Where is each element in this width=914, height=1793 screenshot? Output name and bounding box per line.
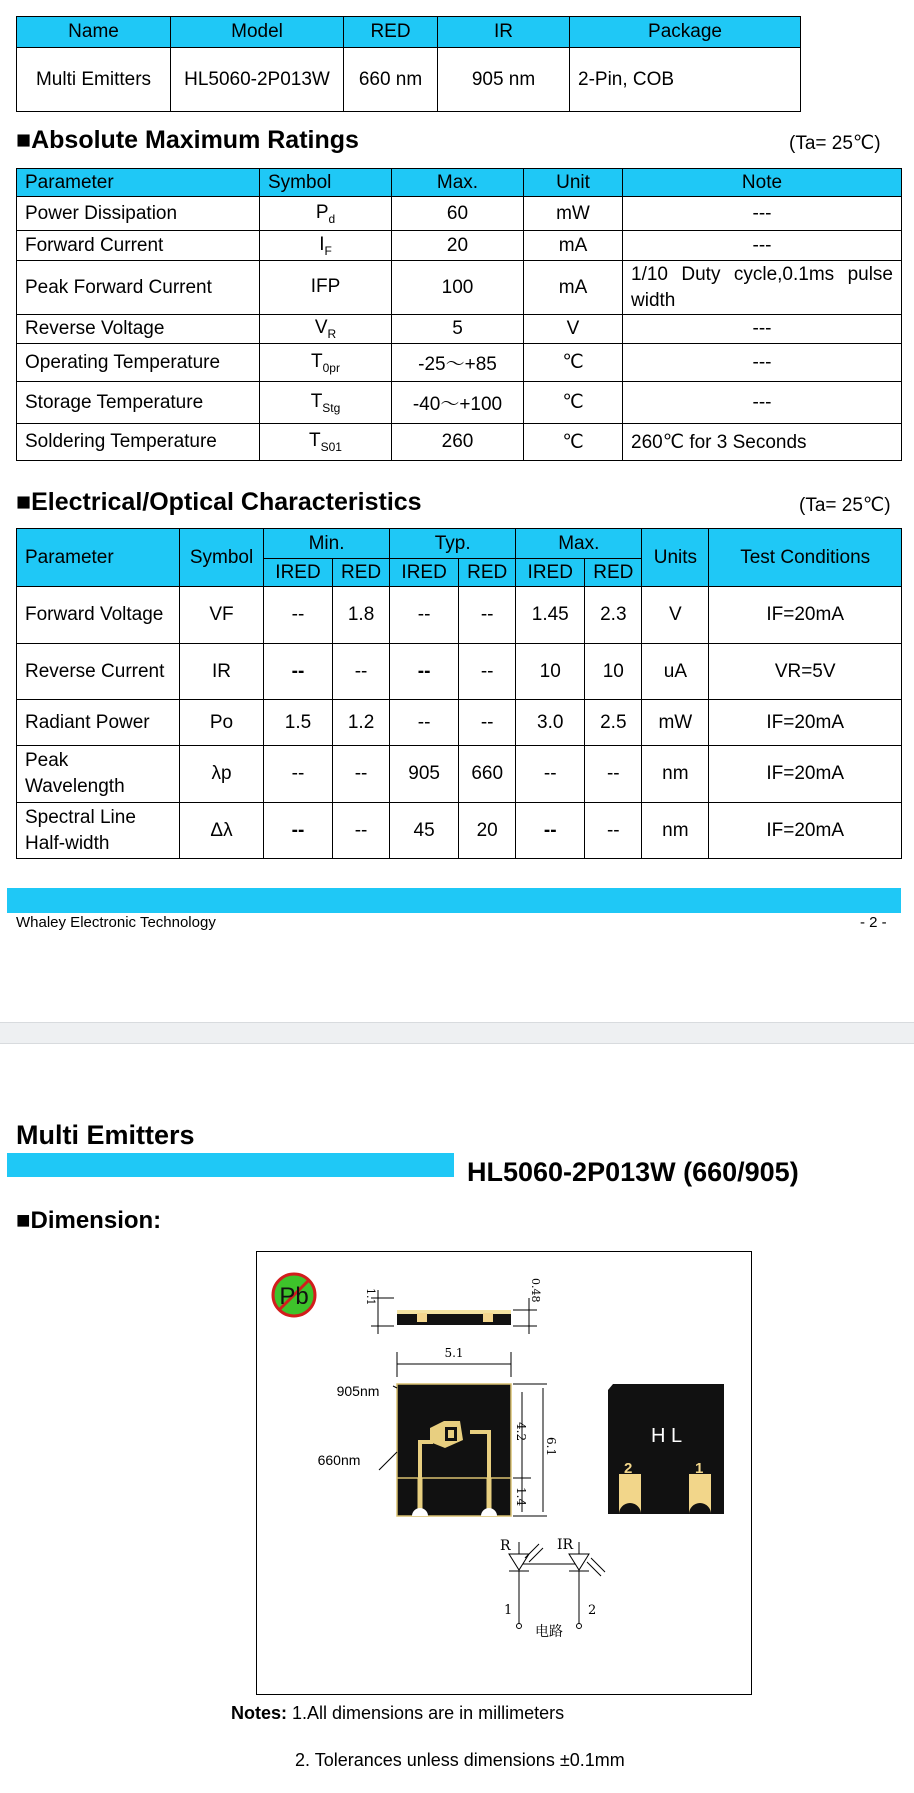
amr-param: Storage Temperature [17,382,260,424]
electrical-optical-table [16,528,902,859]
amr-max: 100 [392,261,524,315]
top-view [318,1346,558,1516]
model-title: HL5060-2P013W (660/905) [467,1157,799,1187]
amr-unit: mA [524,261,623,315]
eoc-value: 1.5 [264,700,333,746]
amr-param: Forward Current [17,231,260,261]
eoc-unit: V [642,587,709,644]
eoc-value: -- [264,644,333,700]
eoc-th-min: Min. [264,529,390,559]
amr-max: 5 [392,315,524,344]
amr-max: -25～+85 [392,344,524,382]
circuit-caption: 电路 [535,1624,563,1640]
eoc-title: ■Electrical/Optical Characteristics [16,488,422,516]
eoc-param: Forward Voltage [17,587,180,644]
table-row [17,644,902,700]
dim-5-1: 5.1 [444,1346,464,1360]
eoc-value: 20 [459,803,516,859]
th-name: Name [17,17,171,48]
amr-note: --- [623,315,902,344]
eoc-unit: nm [642,746,709,803]
eoc-th-typ-red: RED [459,559,516,587]
cell-model: HL5060-2P013W [171,48,344,112]
eoc-th-max-ired: IRED [516,559,585,587]
model-summary-table [16,16,801,112]
table-row [17,700,902,746]
dimension-figure [256,1251,752,1695]
eoc-th-typ-ired: IRED [390,559,459,587]
table-row [17,344,902,382]
amr-unit: V [524,315,623,344]
eoc-value: -- [390,587,459,644]
pb-label: Pb [279,1283,309,1310]
absolute-max-ratings-table [16,168,902,461]
amr-note: --- [623,382,902,424]
eoc-value: 1.2 [333,700,390,746]
amr-param: Reverse Voltage [17,315,260,344]
amr-symbol: $T_{Stg}$ [260,382,392,424]
table-row [17,803,902,859]
eoc-value: -- [333,644,390,700]
amr-symbol: $P_d$ [260,197,392,231]
dim-4-2: 4.2 [514,1422,528,1442]
eoc-th-typ: Typ. [390,529,516,559]
eoc-symbol: Po [180,700,264,746]
amr-th-note: Note [623,169,902,197]
side-view [364,1278,542,1334]
table-row [17,382,902,424]
eoc-th-min-red: RED [333,559,390,587]
notes-label: Notes: [231,1703,288,1723]
eoc-value: -- [390,700,459,746]
eoc-param: Radiant Power [17,700,180,746]
eoc-value: 3.0 [516,700,585,746]
amr-th-max: Max. [392,169,524,197]
amr-unit: ℃ [524,344,623,382]
eoc-symbol: VF [180,587,264,644]
eoc-th-parameter: Parameter [17,529,180,587]
eoc-symbol: IR [180,644,264,700]
th-package: Package [570,17,801,48]
eoc-value: -- [516,803,585,859]
eoc-th-min-ired: IRED [264,559,333,587]
dim-1-1: 1.1 [364,1288,377,1306]
eoc-param: Reverse Current [17,644,180,700]
table-row [17,261,902,315]
eoc-value: -- [264,746,333,803]
amr-note: 260℃ for 3 Seconds [623,424,902,461]
pin-2-label: 2 [624,1460,633,1477]
eoc-th-max-red: RED [585,559,642,587]
notes-line-1 [231,1703,564,1724]
amr-note: --- [623,344,902,382]
eoc-value: -- [333,746,390,803]
label-660nm: 660nm [317,1452,361,1468]
table-row [17,231,902,261]
eoc-value: 2.5 [585,700,642,746]
table-row [17,587,902,644]
amr-ta: (Ta= 25℃) [789,133,881,154]
eoc-value: -- [333,803,390,859]
cell-ir: 905 nm [438,48,570,112]
eoc-param: Spectral Line Half-width [17,803,180,859]
eoc-value: -- [516,746,585,803]
dim-6-1: 6.1 [544,1437,558,1457]
eoc-value: -- [459,644,516,700]
eoc-value: 1.8 [333,587,390,644]
cell-red: 660 nm [344,48,438,112]
table-row [17,315,902,344]
amr-symbol: $T_{S01}$ [260,424,392,461]
eoc-test: IF=20mA [709,587,902,644]
chip-marking: H L [651,1425,683,1447]
amr-max: 60 [392,197,524,231]
amr-unit: mA [524,231,623,261]
amr-symbol: $I_F$ [260,231,392,261]
eoc-unit: nm [642,803,709,859]
page-separator [0,1022,914,1044]
amr-param: Soldering Temperature [17,424,260,461]
circuit-pin-2: 2 [588,1603,597,1618]
eoc-unit: uA [642,644,709,700]
eoc-value: -- [585,746,642,803]
circuit-pin-1: 1 [504,1603,513,1618]
amr-param: Power Dissipation [17,197,260,231]
heading-bar [7,1153,454,1177]
label-905nm: 905nm [336,1383,380,1399]
amr-th-parameter: Parameter [17,169,260,197]
amr-max: 20 [392,231,524,261]
amr-th-symbol: Symbol [260,169,392,197]
eoc-value: -- [264,803,333,859]
amr-note: --- [623,231,902,261]
eoc-param: Peak Wavelength [17,746,180,803]
page-heading: Multi Emitters [16,1120,195,1150]
eoc-test: IF=20mA [709,803,902,859]
table-row [17,746,902,803]
dim-1-4: 1.4 [514,1487,528,1507]
eoc-value: -- [585,803,642,859]
eoc-value: 45 [390,803,459,859]
eoc-value: -- [264,587,333,644]
bottom-view [608,1384,724,1514]
eoc-symbol: Δλ [180,803,264,859]
dimension-title: ■Dimension: [16,1207,162,1234]
pin-1-label: 1 [695,1460,704,1477]
amr-unit: ℃ [524,424,623,461]
amr-max: 260 [392,424,524,461]
table-row [17,424,902,461]
eoc-th-units: Units [642,529,709,587]
eoc-test: VR=5V [709,644,902,700]
footer-page-number: - 2 - [860,914,887,931]
eoc-value: 10 [516,644,585,700]
dimension-drawing [257,1252,751,1694]
amr-max: -40～+100 [392,382,524,424]
eoc-value: -- [390,644,459,700]
amr-symbol: IFP [260,261,392,315]
th-red: RED [344,17,438,48]
amr-unit: mW [524,197,623,231]
amr-param: Operating Temperature [17,344,260,382]
dim-0-48: 0.48 [529,1278,542,1303]
eoc-symbol: λp [180,746,264,803]
circuit-r-label: R [500,1538,511,1554]
eoc-th-max: Max. [516,529,642,559]
amr-title: ■Absolute Maximum Ratings [16,126,359,154]
eoc-th-symbol: Symbol [180,529,264,587]
footer-bar [7,888,901,913]
eoc-unit: mW [642,700,709,746]
eoc-value: 10 [585,644,642,700]
th-model: Model [171,17,344,48]
th-ir: IR [438,17,570,48]
eoc-test: IF=20mA [709,746,902,803]
eoc-test: IF=20mA [709,700,902,746]
amr-note: --- [623,197,902,231]
amr-note: 1/10 Duty cycle,0.1ms pulse width [623,261,902,315]
amr-symbol: $V_R$ [260,315,392,344]
eoc-ta: (Ta= 25℃) [799,495,891,516]
eoc-value: 2.3 [585,587,642,644]
eoc-value: -- [459,700,516,746]
footer-company: Whaley Electronic Technology [16,914,216,931]
amr-unit: ℃ [524,382,623,424]
amr-th-unit: Unit [524,169,623,197]
eoc-value: 905 [390,746,459,803]
cell-name: Multi Emitters [17,48,171,112]
pb-free-icon [273,1274,315,1316]
eoc-value: -- [459,587,516,644]
eoc-value: 660 [459,746,516,803]
eoc-value: 1.45 [516,587,585,644]
eoc-th-test: Test Conditions [709,529,902,587]
cell-package: 2-Pin, COB [570,48,801,112]
note-1: 1.All dimensions are in millimeters [287,1703,565,1723]
circuit-ir-label: IR [557,1537,574,1553]
note-2: 2. Tolerances unless dimensions ±0.1mm [295,1750,625,1770]
amr-symbol: $T_{0pr}$ [260,344,392,382]
amr-param: Peak Forward Current [17,261,260,315]
table-row [17,197,902,231]
